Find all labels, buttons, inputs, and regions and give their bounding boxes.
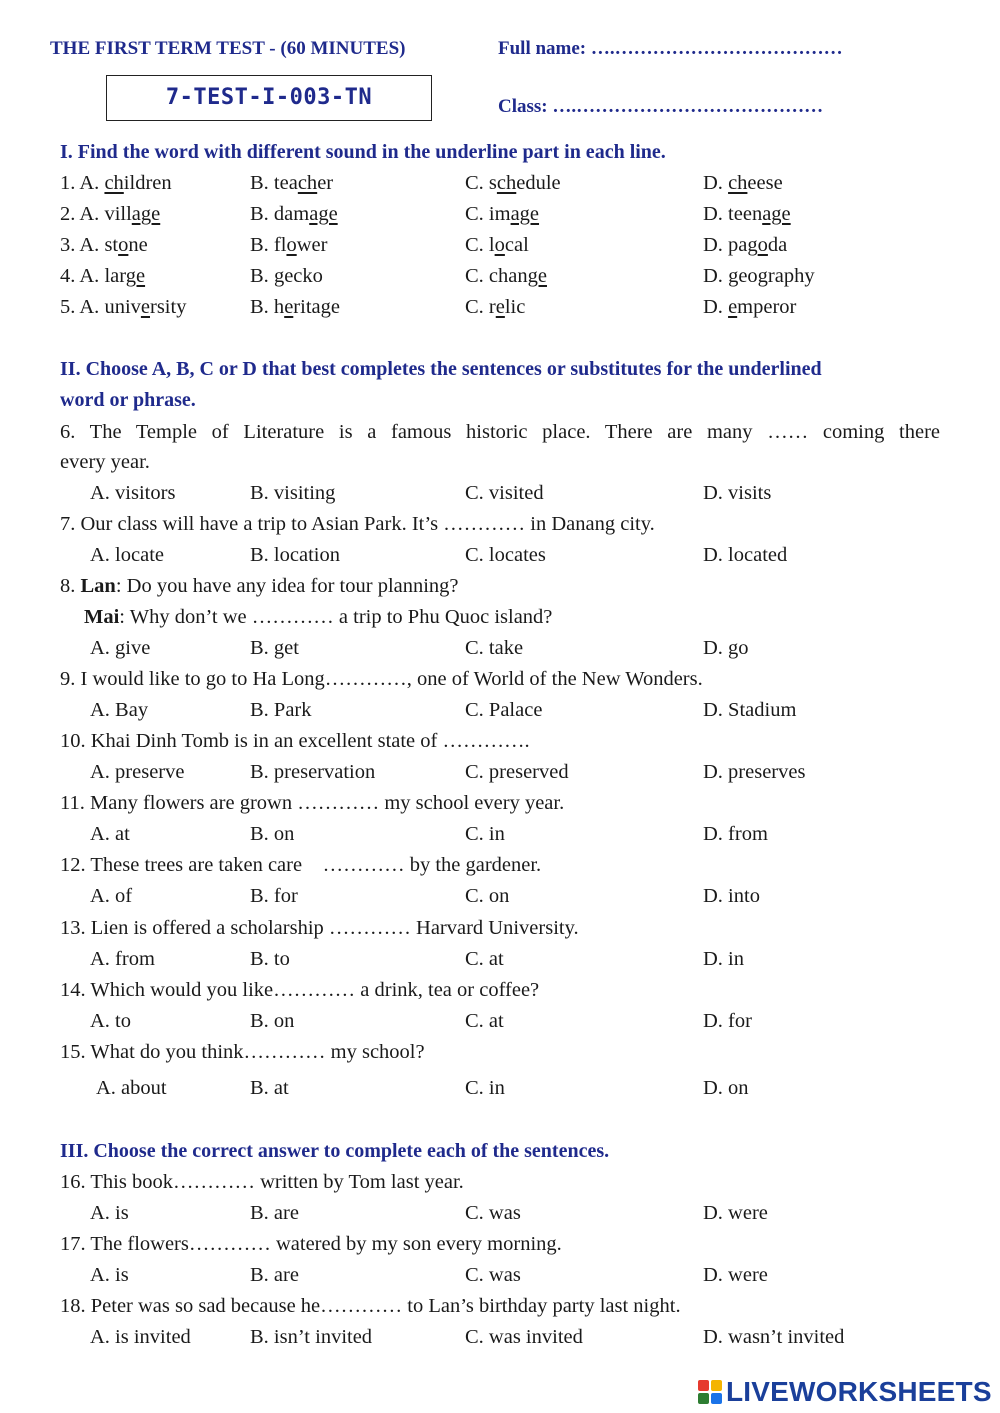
option-7c[interactable]: C. locates xyxy=(465,544,546,566)
option-14b[interactable]: B. on xyxy=(250,1010,295,1032)
option-1c[interactable]: C. schedule xyxy=(465,172,561,194)
option-4c[interactable]: C. change xyxy=(465,265,547,287)
question-17-text: 17. The flowers………… watered by my son every morning. xyxy=(60,1233,562,1255)
option-11b[interactable]: B. on xyxy=(250,823,295,845)
option-11a[interactable]: A. at xyxy=(90,823,130,845)
option-15a[interactable]: A. about xyxy=(96,1077,167,1099)
question-13-text: 13. Lien is offered a scholarship ………… Harvard University. xyxy=(60,917,579,939)
option-6d[interactable]: D. visits xyxy=(703,482,772,504)
logo-square-blue xyxy=(711,1393,722,1404)
option-12b[interactable]: B. for xyxy=(250,885,298,907)
logo-square-yellow xyxy=(711,1380,722,1391)
option-10d[interactable]: D. preserves xyxy=(703,761,806,783)
liveworksheets-logo-icon xyxy=(698,1380,722,1404)
option-5a[interactable]: 5. A. university xyxy=(60,296,187,318)
option-7d[interactable]: D. located xyxy=(703,544,788,566)
option-3b[interactable]: B. flower xyxy=(250,234,328,256)
option-9d[interactable]: D. Stadium xyxy=(703,699,797,721)
option-11c[interactable]: C. in xyxy=(465,823,505,845)
option-8d[interactable]: D. go xyxy=(703,637,749,659)
question-9-text: 9. I would like to go to Ha Long…………, one of World of the New Wonders. xyxy=(60,668,703,690)
question-10-text: 10. Khai Dinh Tomb is in an excellent state of …………. xyxy=(60,730,530,752)
option-16c[interactable]: C. was xyxy=(465,1202,521,1224)
option-5d[interactable]: D. emperor xyxy=(703,296,797,318)
section-1-title: I. Find the word with different sound in the underline part in each line. xyxy=(60,141,666,163)
class-field[interactable]: Class: ….………………………………… xyxy=(498,96,824,117)
test-code-box: 7-TEST-I-003-TN xyxy=(106,75,432,121)
option-13b[interactable]: B. to xyxy=(250,948,290,970)
option-6b[interactable]: B. visiting xyxy=(250,482,336,504)
option-10b[interactable]: B. preservation xyxy=(250,761,376,783)
option-3d[interactable]: D. pagoda xyxy=(703,234,788,256)
option-2b[interactable]: B. damage xyxy=(250,203,338,225)
option-18b[interactable]: B. isn’t invited xyxy=(250,1326,373,1348)
option-8c[interactable]: C. take xyxy=(465,637,524,659)
question-6-text: 6. The Temple of Literature is a famous historic place. There are many …… coming there xyxy=(60,421,940,443)
question-11-text: 11. Many flowers are grown ………… my school every year. xyxy=(60,792,565,814)
question-8-line2: Mai: Why don’t we ………… a trip to Phu Quoc island? xyxy=(84,606,553,628)
option-2a[interactable]: 2. A. village xyxy=(60,203,161,225)
option-14a[interactable]: A. to xyxy=(90,1010,131,1032)
option-8b[interactable]: B. get xyxy=(250,637,299,659)
option-7a[interactable]: A. locate xyxy=(90,544,164,566)
option-4a[interactable]: 4. A. large xyxy=(60,265,146,287)
option-2d[interactable]: D. teenage xyxy=(703,203,791,225)
question-16-text: 16. This book………… written by Tom last year. xyxy=(60,1171,464,1193)
option-15c[interactable]: C. in xyxy=(465,1077,505,1099)
question-14-text: 14. Which would you like………… a drink, tea or coffee? xyxy=(60,979,540,1001)
option-18a[interactable]: A. is invited xyxy=(90,1326,191,1348)
option-15b[interactable]: B. at xyxy=(250,1077,289,1099)
option-10a[interactable]: A. preserve xyxy=(90,761,185,783)
option-1d[interactable]: D. cheese xyxy=(703,172,783,194)
liveworksheets-logo-text: LIVEWORKSHEETS xyxy=(726,1376,992,1407)
option-16a[interactable]: A. is xyxy=(90,1202,129,1224)
option-11d[interactable]: D. from xyxy=(703,823,768,845)
option-16d[interactable]: D. were xyxy=(703,1202,768,1224)
option-5b[interactable]: B. heritage xyxy=(250,296,340,318)
option-2c[interactable]: C. image xyxy=(465,203,540,225)
option-7b[interactable]: B. location xyxy=(250,544,340,566)
section-2-title-line2: word or phrase. xyxy=(60,389,196,411)
option-6a[interactable]: A. visitors xyxy=(90,482,176,504)
option-1b[interactable]: B. teacher xyxy=(250,172,334,194)
option-16b[interactable]: B. are xyxy=(250,1202,299,1224)
option-9b[interactable]: B. Park xyxy=(250,699,312,721)
option-18d[interactable]: D. wasn’t invited xyxy=(703,1326,845,1348)
option-17b[interactable]: B. are xyxy=(250,1264,299,1286)
question-8-line1: 8. Lan: Do you have any idea for tour planning? xyxy=(60,575,459,597)
option-17d[interactable]: D. were xyxy=(703,1264,768,1286)
option-8a[interactable]: A. give xyxy=(90,637,151,659)
logo-square-green xyxy=(698,1393,709,1404)
option-13a[interactable]: A. from xyxy=(90,948,155,970)
option-14d[interactable]: D. for xyxy=(703,1010,752,1032)
logo-square-red xyxy=(698,1380,709,1391)
test-title: THE FIRST TERM TEST - (60 MINUTES) xyxy=(50,38,406,59)
option-12d[interactable]: D. into xyxy=(703,885,760,907)
section-2-title-line1: II. Choose A, B, C or D that best completes the sentences or substitutes for the underlined xyxy=(60,358,822,380)
option-4b[interactable]: B. gecko xyxy=(250,265,323,287)
option-3c[interactable]: C. local xyxy=(465,234,529,256)
question-18-text: 18. Peter was so sad because he………… to Lan’s birthday party last night. xyxy=(60,1295,681,1317)
option-9a[interactable]: A. Bay xyxy=(90,699,149,721)
option-12a[interactable]: A. of xyxy=(90,885,133,907)
full-name-field[interactable]: Full name: ….……………………………… xyxy=(498,38,843,59)
option-17c[interactable]: C. was xyxy=(465,1264,521,1286)
option-13d[interactable]: D. in xyxy=(703,948,744,970)
liveworksheets-logo[interactable] xyxy=(698,1374,992,1410)
section-3-title: III. Choose the correct answer to complete each of the sentences. xyxy=(60,1140,610,1162)
option-6c[interactable]: C. visited xyxy=(465,482,544,504)
question-7-text: 7. Our class will have a trip to Asian Park. It’s ………… in Danang city. xyxy=(60,513,655,535)
question-6-text-cont: every year. xyxy=(60,451,150,473)
option-15d[interactable]: D. on xyxy=(703,1077,749,1099)
option-10c[interactable]: C. preserved xyxy=(465,761,569,783)
option-17a[interactable]: A. is xyxy=(90,1264,129,1286)
option-12c[interactable]: C. on xyxy=(465,885,510,907)
speaker-lan: Lan xyxy=(80,575,116,597)
option-4d[interactable]: D. geography xyxy=(703,265,815,287)
option-5c[interactable]: C. relic xyxy=(465,296,526,318)
question-12-text: 12. These trees are taken care ………… by the gardener. xyxy=(60,854,542,876)
option-18c[interactable]: C. was invited xyxy=(465,1326,583,1348)
option-3a[interactable]: 3. A. stone xyxy=(60,234,148,256)
question-15-text: 15. What do you think………… my school? xyxy=(60,1041,425,1063)
option-1a[interactable]: 1. A. children xyxy=(60,172,172,194)
option-9c[interactable]: C. Palace xyxy=(465,699,543,721)
speaker-mai: Mai xyxy=(84,606,120,628)
option-13c[interactable]: C. at xyxy=(465,948,504,970)
option-14c[interactable]: C. at xyxy=(465,1010,504,1032)
